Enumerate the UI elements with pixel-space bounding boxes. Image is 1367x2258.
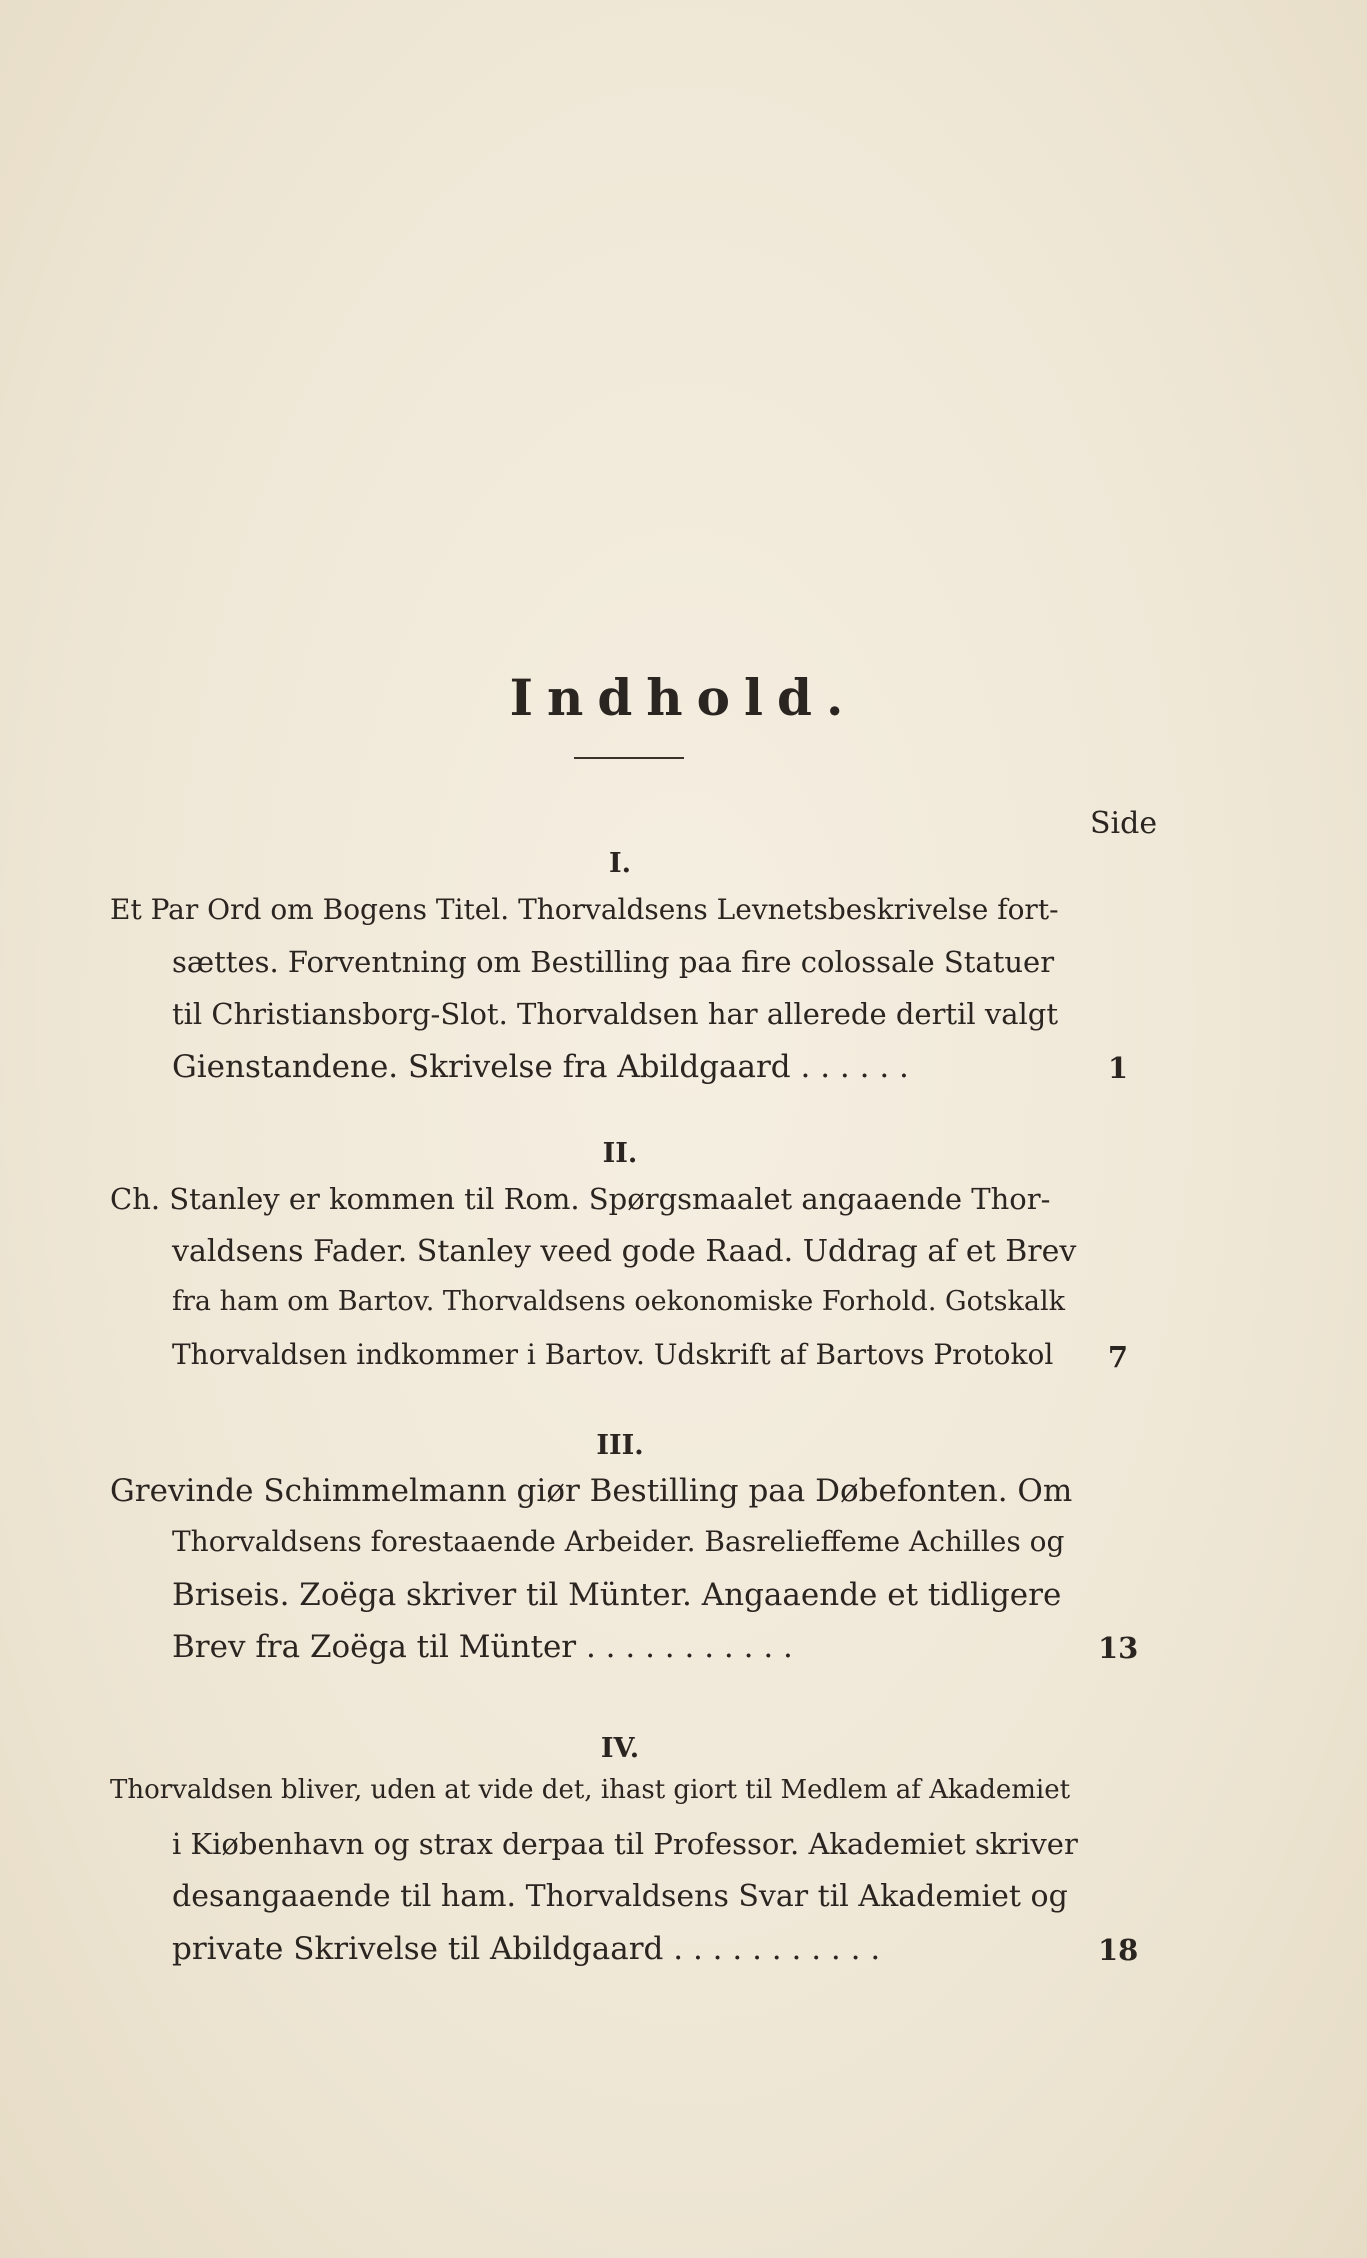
entry-line: Thorvaldsens forestaaende Arbeider. Basrelieffeme Achilles og: [172, 1525, 1065, 1558]
entry-line: Ch. Stanley er kommen til Rom. Spørgsmaalet angaaende Thor-: [110, 1182, 1051, 1216]
entry-line: til Christiansborg-Slot. Thorvaldsen har allerede dertil valgt: [172, 997, 1059, 1031]
section-numeral: IV.: [600, 1733, 640, 1764]
section-numeral: I.: [608, 848, 632, 879]
entry-line: Thorvaldsen indkommer i Bartov. Udskrift af Bartovs Protokol: [172, 1338, 1054, 1371]
page-number: 13: [1098, 1631, 1139, 1665]
page-column-label: Side: [1090, 806, 1158, 841]
entry-line: Grevinde Schimmelmann giør Bestilling paa Døbefonten. Om: [110, 1473, 1073, 1509]
entry-line: sættes. Forventning om Bestilling paa fire colossale Statuer: [172, 945, 1055, 979]
page-title: Indhold.: [509, 668, 858, 727]
entry-line: valdsens Fader. Stanley veed gode Raad. Uddrag af et Brev: [172, 1234, 1077, 1269]
page-number: 18: [1098, 1933, 1139, 1967]
entry-line: desangaaende til ham. Thorvaldsens Svar til Akademiet og: [172, 1879, 1068, 1914]
section-numeral: III.: [596, 1430, 644, 1461]
title-divider: [574, 757, 684, 759]
entry-line: fra ham om Bartov. Thorvaldsens oekonomiske Forhold. Gotskalk: [172, 1286, 1065, 1317]
entry-line: i Kiøbenhavn og strax derpaa til Professor. Akademiet skriver: [172, 1827, 1078, 1861]
page-number: 7: [1107, 1340, 1129, 1374]
entry-line: Et Par Ord om Bogens Titel. Thorvaldsens Levnetsbeskrivelse fort-: [110, 893, 1059, 926]
entry-line: Gienstandene. Skrivelse fra Abildgaard . . . . . .: [172, 1049, 909, 1085]
entry-line: private Skrivelse til Abildgaard . . . . . . . . . . .: [172, 1931, 881, 1967]
entry-line: Brev fra Zoëga til Münter . . . . . . . . . . .: [172, 1629, 793, 1665]
entry-line: Briseis. Zoëga skriver til Münter. Angaaende et tidligere: [172, 1577, 1062, 1613]
entry-line: Thorvaldsen bliver, uden at vide det, ihast giort til Medlem af Akademiet: [110, 1775, 1071, 1805]
section-numeral: II.: [602, 1138, 638, 1169]
page-number: 1: [1107, 1051, 1129, 1085]
